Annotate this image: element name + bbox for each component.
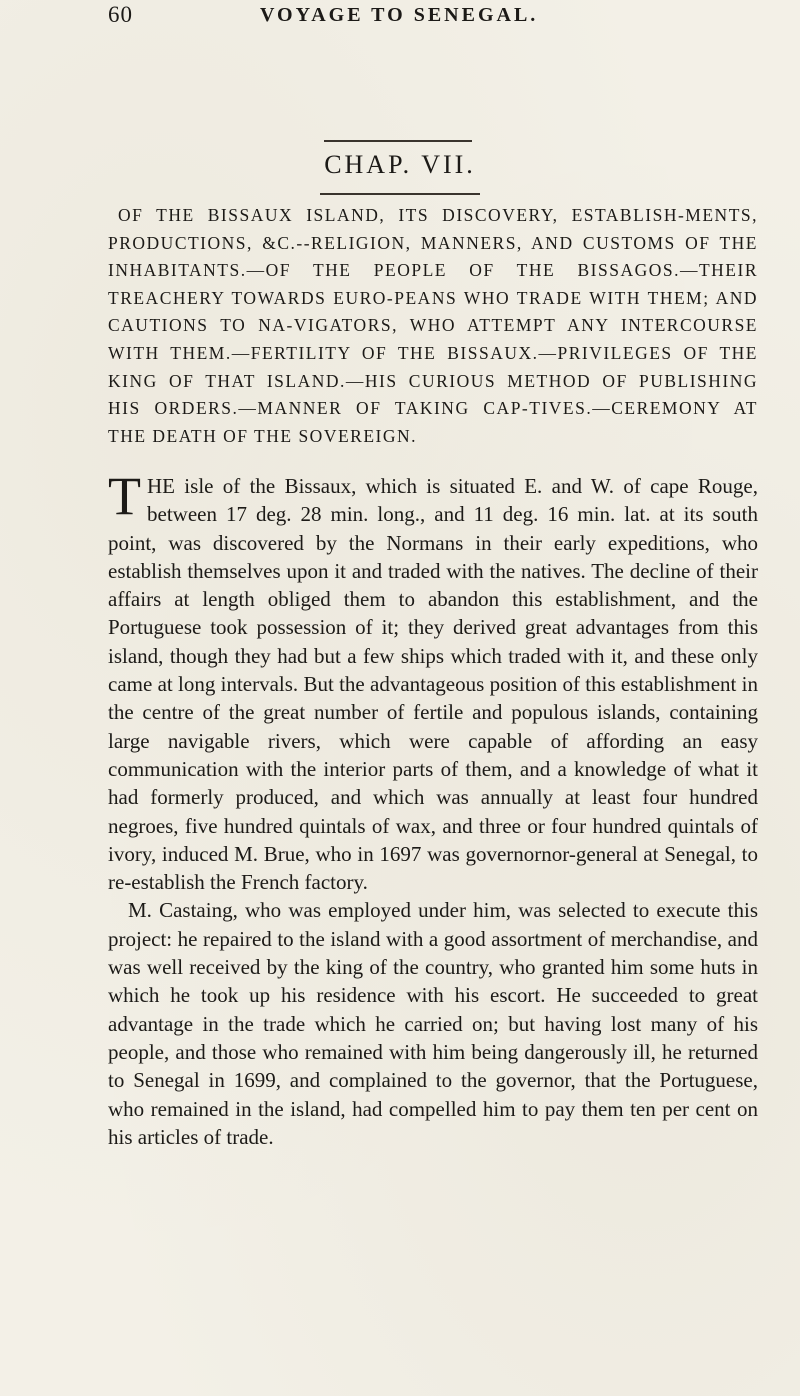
book-title: VOYAGE TO SENEGAL. — [260, 4, 539, 26]
page-number: 60 — [108, 2, 133, 27]
rule-above-heading — [324, 140, 472, 142]
chapter-summary: OF THE BISSAUX ISLAND, ITS DISCOVERY, ESTABLISH-MENTS, PRODUCTIONS, &C.--RELIGION, MANNERS, AND CUSTOMS OF THE INHABITANTS.—OF THE PEOPLE OF THE BISSAGOS.—THEIR TREACHERY TOWARDS EURO-PEANS WHO TRADE WITH THEM; AND CAUTIONS TO NA-VIGATORS, WHO ATTEMPT ANY INTERCOURSE WITH THEM.—FERTILITY OF THE BISSAUX.—PRIVILEGES OF THE KING OF THAT ISLAND.—HIS CURIOUS METHOD OF PUBLISHING HIS ORDERS.—MANNER OF TAKING CAP-TIVES.—CEREMONY AT THE DEATH OF THE SOVEREIGN. — [108, 205, 758, 446]
body-text — [108, 466, 758, 1151]
paragraph-2: M. Castaing, who was employed under him, was selected to execute this project: he repaired to the island with a good assortment of merchandise, and was well received by the king of the country, who granted him some huts in which he took up his residence with his escort. He succeeded to great advantage in the trade which he carried on; but having lost many of his people, and those who remained with him being dangerously ill, he returned to Senegal in 1699, and complained to the governor, that the Portuguese, who remained in the island, had compelled him to pay them ten per cent on his articles of trade. — [108, 898, 758, 1149]
running-head — [108, 0, 748, 40]
rule-below-heading — [320, 193, 480, 195]
chapter-heading: CHAP. VII. — [324, 150, 476, 179]
paragraph-1: THE isle of the Bissaux, which is situated E. and W. of cape Rouge, between 17 deg. 28 min. long., and 11 deg. 16 min. lat. at its south point, was discovered by the Normans in their early expeditions, who establish themselves upon it and traded with the natives. The decline of their affairs at length obliged them to abandon this establishment, and the Portuguese took possession of it; they derived great advantages from this island, though they had but a few ships which traded with it, and these only came at long intervals. But the advantageous position of this establishment in the centre of the great number of fertile and populous islands, containing large navigable rivers, which were capable of affording an easy communication with the interior parts of them, and a knowledge of what it had formerly produced, and which was annually at least four hundred negroes, five hundred quintals of wax, and three or four hundred quintals of ivory, induced M. Brue, who in 1697 was governornor-general at Senegal, to re-establish the French factory. — [108, 466, 758, 895]
